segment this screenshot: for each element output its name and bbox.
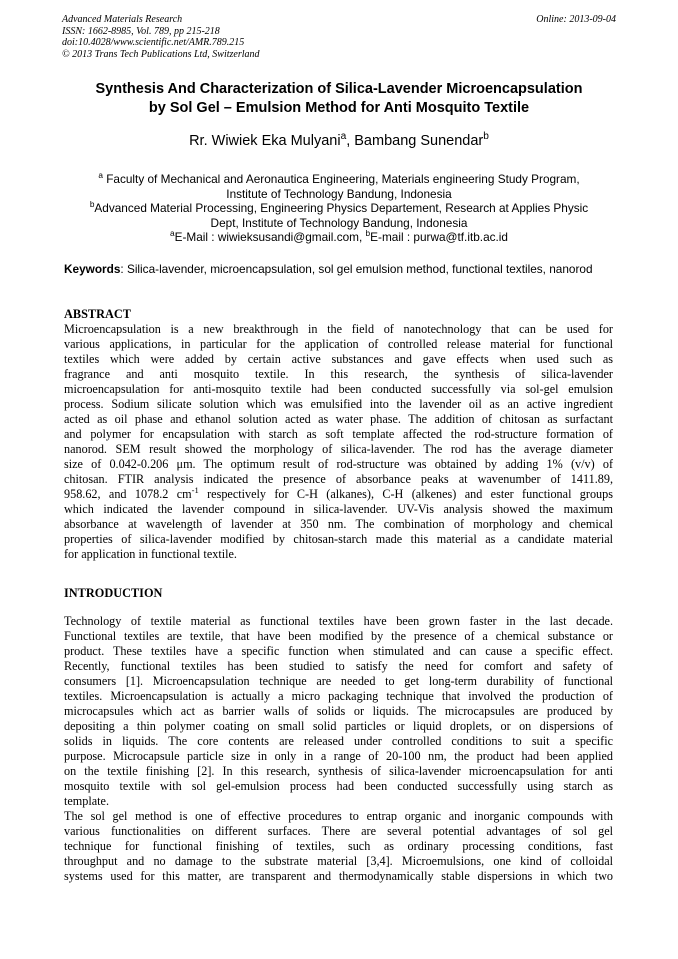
intro-line: Recently, functional textiles has been studied to satisfy the need for comfort and safety of xyxy=(64,659,613,673)
abstract-line: which indicated the lavender compound in silica-lavender. UV-Vis analysis showed the maximum xyxy=(64,502,613,516)
abstract-line: 958.62, and 1078.2 $cm^{-1}$ respectively for C-H (alkanes), C-H (alkenes) and ester functional groups xyxy=(64,487,613,501)
title-line-1: Synthesis And Characterization of Silica-Lavender Microencapsulation xyxy=(95,81,583,97)
email-b: E-mail : purwa@tf.itb.ac.id xyxy=(370,230,508,245)
journal-name: Advanced Materials Research xyxy=(62,14,183,25)
keywords-text: : Silica-lavender, microencapsulation, sol gel emulsion method, functional textiles, nanorod xyxy=(120,262,593,276)
journal-doi: doi:10.4028/www.scientific.net/AMR.789.215 xyxy=(62,37,245,48)
abstract-heading: ABSTRACT xyxy=(64,307,131,321)
intro-line: mosquito textile with sol gel-emulsion process had been conducted successfully using starch as xyxy=(64,779,613,793)
author-list xyxy=(40,133,638,149)
intro-line: Technology of textile material as functional textiles have been grown faster in the last decade. xyxy=(64,614,613,628)
intro-line: consumers [1]. Microencapsulation technique are needed to get long-term durability of functional xyxy=(64,674,613,688)
intro-line: depositing a thin polymer coating on small solid particles or liquid droplets, or on dispersions of xyxy=(64,719,613,733)
author-2-affil-mark: b xyxy=(483,131,489,143)
affiliation-a-line-2: Institute of Technology Bandung, Indonesia xyxy=(226,186,452,201)
author-1-affil-mark: a xyxy=(340,131,347,143)
intro-line: technique for functional finishing of textiles, such as ordinary processing conditions, fast xyxy=(64,839,613,853)
introduction-body xyxy=(64,614,613,884)
intro-line: systems used for this matter, are transparent and thermodynamically stable dispersions in which two xyxy=(64,869,613,883)
abstract-line: properties of silica-lavender modified by chitosan-starch made this material as a candidate material xyxy=(64,532,613,546)
email-line: $^a$E-Mail : wiwieksusandi@gmail.com, $^b$E-mail : purwa@tf.itb.ac.id xyxy=(170,229,508,245)
intro-line: various functionalities on different surfaces. There are several potential advantages of sol gel xyxy=(64,824,613,838)
paper-title xyxy=(40,80,638,118)
journal-issn: ISSN: 1662-8985, Vol. 789, pp 215-218 xyxy=(62,25,220,37)
abstract-line: nanorod. SEM result showed the morphology of silica-lavender. The rod has the average diameter xyxy=(64,442,613,456)
intro-line: solids in liquids. The core contents are released under controlled conditions to suit a specific xyxy=(64,734,613,748)
intro-line: Functional textiles are textile, that have been modified by the presence of a chemical substance or xyxy=(64,629,613,643)
intro-line: throughput and no damage to the substrate material [3,4]. Microemulsions, one kind of colloidal xyxy=(64,854,613,868)
intro-line: product. These textiles have a specific function when stimulated and can cause a specific effect. xyxy=(64,644,613,658)
abstract-line: textiles which were added by certain active substances and gave effects when used such as xyxy=(64,352,613,366)
abstract-line: size of 0.042-0.206 μm. The optimum result of rod-structure was obtained by adding 1% (v/v) of xyxy=(64,457,613,471)
abstract-line: absorbance at wavelength of lavender at 350 nm. The combination of morphology and chemical xyxy=(64,517,613,531)
affiliation-a-line-1: $^a$ Faculty of Mechanical and Aeronautica Engineering, Materials engineering Study Program, xyxy=(98,171,580,186)
intro-line: textiles. Microencapsulation is actually a micro packaging technique that involved the production of xyxy=(64,689,613,703)
abstract-body xyxy=(64,322,613,562)
affiliation-b-line-1: $^b$Advanced Material Processing, Engineering Physics Departement, Research at Applies Physic xyxy=(89,200,589,216)
online-date: Online: 2013-09-04 xyxy=(536,14,616,25)
abstract-line: fragrance and anti mosquito textile. In this research, the synthesis of silica-lavender xyxy=(64,367,613,381)
abstract-line: various applications, in particular for the application of controlled release material for functional xyxy=(64,337,613,351)
title-line-2: by Sol Gel – Emulsion Method for Anti Mosquito Textile xyxy=(148,100,530,116)
abstract-line: for application in functional textile. xyxy=(64,547,237,561)
abstract-line: chitosan. FTIR analysis indicated the presence of absorbance peaks at wavenumber of 1411.89, xyxy=(64,472,613,486)
abstract-line: Microencapsulation is a new breakthrough in the field of nanotechnology that can be used for xyxy=(64,322,613,336)
author-1: Rr. Wiwiek Eka Mulyani xyxy=(189,133,341,149)
journal-copyright: © 2013 Trans Tech Publications Ltd, Switzerland xyxy=(62,48,260,60)
author-separator: , xyxy=(346,133,355,149)
intro-line: purpose. Microcapsule particle size in only in a range of 20-100 nm, the product had been applied xyxy=(64,749,613,763)
affiliations xyxy=(60,172,618,245)
affiliation-b-line-2: Dept, Institute of Technology Bandung, Indonesia xyxy=(210,215,468,230)
abstract-line: and polymer for encapsulation with starch as soft template affected the rod-structure formation of xyxy=(64,427,613,441)
intro-line: microcapsules which act as barrier walls of solids or liquids. The microcapsules are produced by xyxy=(64,704,613,718)
intro-line: template. xyxy=(64,794,110,808)
intro-line: The sol gel method is one of effective procedures to entrap organic and inorganic compounds with xyxy=(64,809,613,823)
author-2: Bambang Sunendar xyxy=(354,133,484,149)
keywords xyxy=(64,262,613,276)
intro-line: on the textile finishing [2]. In this research, synthesis of silica-lavender microencapsulation for anti xyxy=(64,764,613,778)
introduction-heading: INTRODUCTION xyxy=(64,586,163,600)
abstract-line: process. Sodium silicate solution which was emulsified into the lavender oil as an active ingredient xyxy=(64,397,613,411)
keywords-label: Keywords xyxy=(64,262,121,276)
abstract-line: microencapsulation for anti-mosquito textile had been conducted successfully via sol-gel emulsion xyxy=(64,382,613,396)
email-a: E-Mail : wiwieksusandi@gmail.com, xyxy=(174,230,366,245)
abstract-line: acted as oil phase and ethanol solution acted as water phase. The addition of chitosan as surfactant xyxy=(64,412,613,426)
journal-header xyxy=(62,14,616,60)
